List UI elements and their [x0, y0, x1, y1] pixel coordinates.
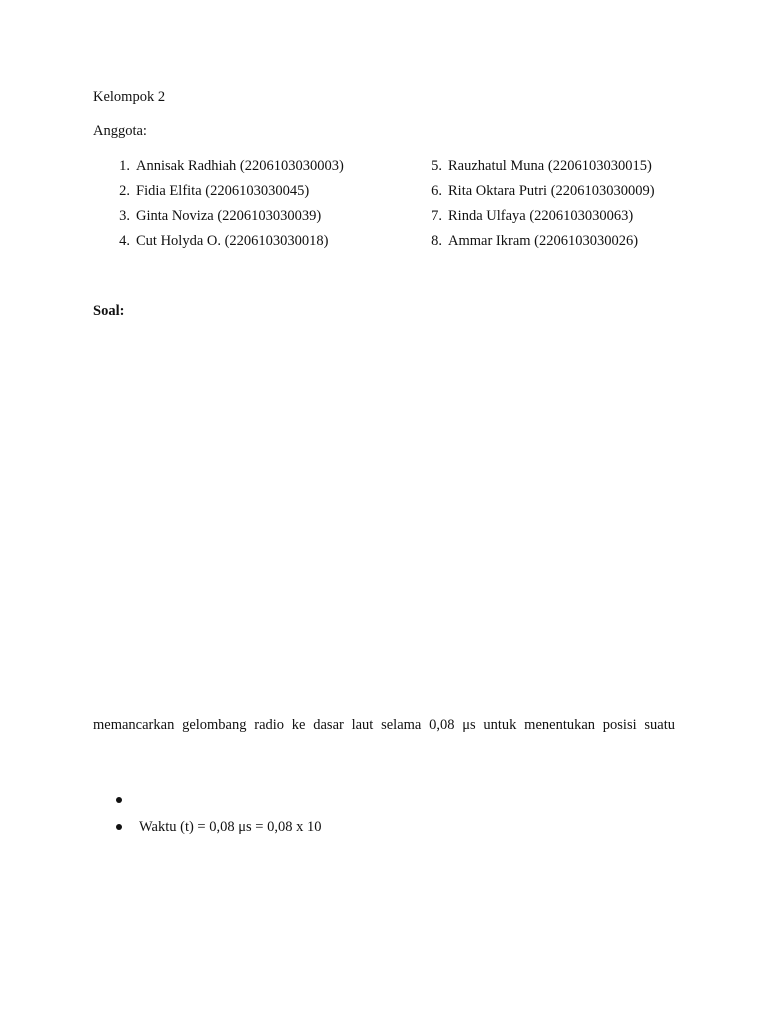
bullet-dot-icon — [116, 797, 122, 803]
member-name: Ginta Noviza (2206103030039) — [136, 208, 322, 224]
list-item — [424, 157, 655, 182]
member-name: Rinda Ulfaya (2206103030063) — [448, 208, 634, 224]
members-list-right — [424, 157, 655, 257]
member-name: Cut Holyda O. (2206103030018) — [136, 233, 329, 249]
members-label: Anggota: — [93, 123, 147, 139]
list-item — [424, 182, 655, 207]
group-title: Kelompok 2 — [93, 89, 166, 105]
member-name: Annisak Radhiah (2206103030003) — [136, 158, 344, 174]
bullet-text: Waktu (t) = 0,08 μs = 0,08 x 10 — [139, 819, 322, 835]
list-number: 3. — [119, 208, 130, 224]
list-item — [112, 182, 344, 207]
member-name: Fidia Elfita (2206103030045) — [136, 183, 310, 199]
list-item — [424, 207, 655, 232]
members-list-left — [112, 157, 344, 257]
body-paragraph: memancarkan gelombang radio ke dasar laut selama 0,08 μs untuk menentukan posisi suatu — [93, 717, 675, 733]
list-number: 5. — [431, 158, 442, 174]
list-number: 4. — [119, 233, 130, 249]
member-name: Ammar Ikram (2206103030026) — [448, 233, 639, 249]
list-item — [424, 232, 655, 257]
list-item — [112, 232, 344, 257]
member-name: Rita Oktara Putri (2206103030009) — [448, 183, 655, 199]
list-number: 6. — [431, 183, 442, 199]
soal-heading: Soal: — [93, 303, 125, 319]
list-number: 1. — [119, 158, 130, 174]
list-item — [112, 207, 344, 232]
list-item — [112, 157, 344, 182]
list-number: 2. — [119, 183, 130, 199]
list-number: 8. — [431, 233, 442, 249]
bullet-dot-icon — [116, 824, 122, 830]
member-name: Rauzhatul Muna (2206103030015) — [448, 158, 652, 174]
list-number: 7. — [431, 208, 442, 224]
